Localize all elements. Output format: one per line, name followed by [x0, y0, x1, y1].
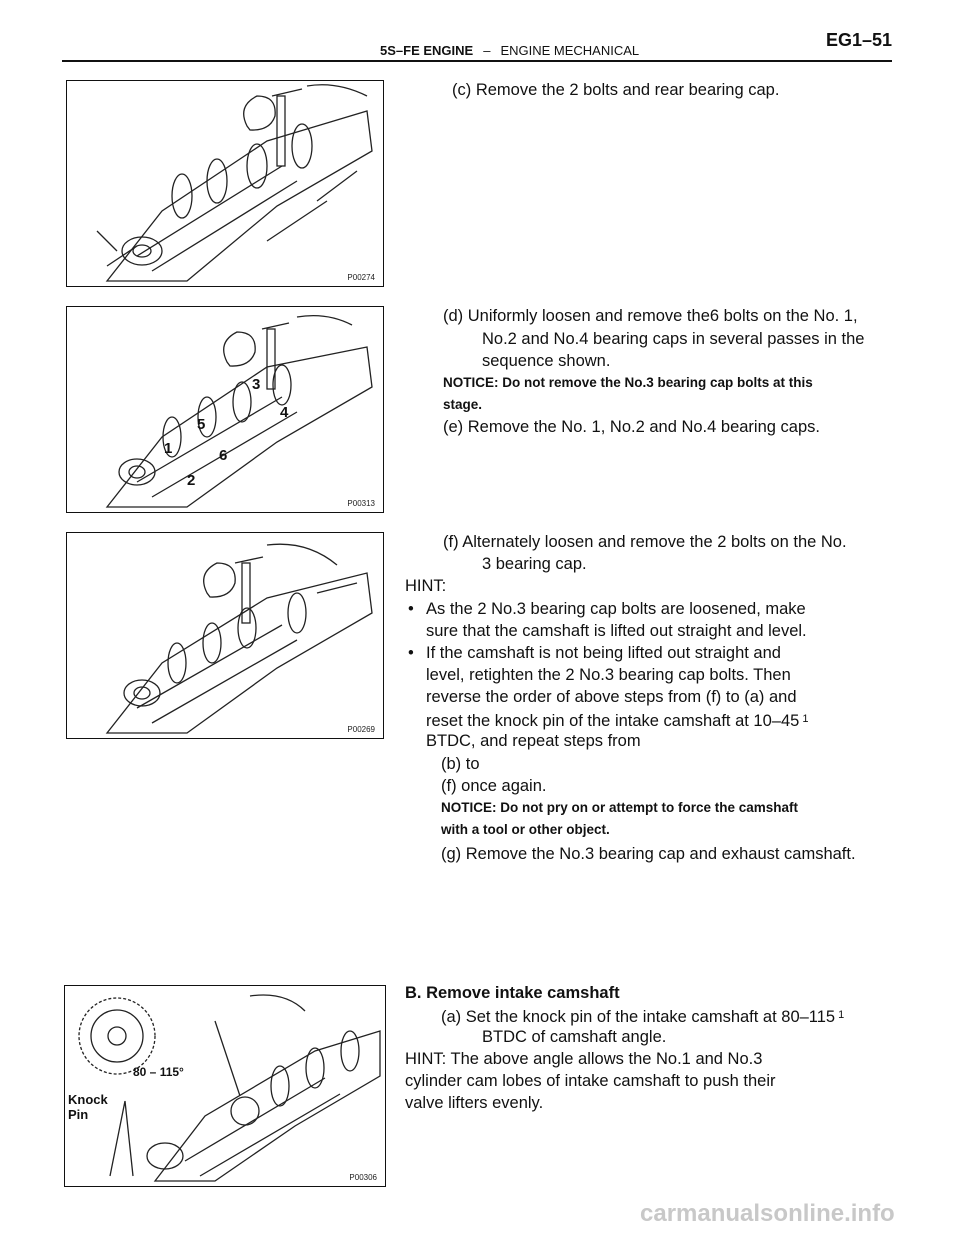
watermark: carmanualsonline.info: [640, 1200, 895, 1227]
engine-illustration-4: [65, 986, 385, 1186]
hint-2-line-2: level, retighten the 2 No.3 bearing cap bolts. Then: [426, 666, 791, 684]
figure-no3-bearing-cap: [66, 532, 384, 739]
degree-superscript: 1: [802, 713, 809, 725]
step-d-line-1: (d) Uniformly loosen and remove the6 bolts on the No. 1,: [443, 307, 858, 325]
step-d-line-3: sequence shown.: [482, 352, 611, 370]
angle-label: 80 – 115°: [133, 1065, 184, 1079]
engine-illustration-1: [67, 81, 383, 286]
figure-code: P00269: [347, 725, 375, 734]
step-a-line-1-text: (a) Set the knock pin of the intake camshaft at 80–115: [441, 1008, 836, 1026]
figure-intake-knock-pin: [64, 985, 386, 1187]
hint-label: HINT:: [405, 577, 447, 595]
bullet-2: •: [408, 644, 414, 662]
hint-b-line-2: cylinder cam lobes of intake camshaft to push their: [405, 1072, 776, 1090]
callout-3: 3: [252, 376, 261, 393]
pin-label: Pin: [68, 1107, 89, 1122]
step-f-line-1: (f) Alternately loosen and remove the 2 bolts on the No.: [443, 533, 847, 551]
notice-f-line-2: with a tool or other object.: [441, 822, 610, 837]
header-rule: [62, 60, 892, 62]
step-a-line-1: [441, 1004, 844, 1028]
callout-4: 4: [280, 404, 289, 421]
running-header: [380, 43, 639, 58]
page-number: EG1–51: [826, 30, 893, 50]
step-c: (c) Remove the 2 bolts and rear bearing cap.: [452, 81, 780, 99]
figure-code: P00306: [349, 1173, 377, 1182]
step-g: (g) Remove the No.3 bearing cap and exhaust camshaft.: [441, 845, 856, 863]
callout-6: 6: [219, 447, 228, 464]
hint-1-line-1: As the 2 No.3 bearing cap bolts are loosened, make: [426, 600, 806, 618]
callout-1: 1: [164, 440, 173, 457]
hint-2-line-3: reverse the order of above steps from (f) to (a) and: [426, 688, 797, 706]
figure-bearing-cap-sequence: [66, 306, 384, 513]
hint-b-line-3: valve lifters evenly.: [405, 1094, 544, 1112]
subsection-title: ENGINE MECHANICAL: [500, 43, 640, 58]
step-f-line-2: 3 bearing cap.: [482, 555, 587, 573]
notice-d-line-2: stage.: [443, 397, 483, 412]
hint-2-line-1: If the camshaft is not being lifted out straight and: [426, 644, 781, 662]
callout-2: 2: [187, 472, 196, 489]
hint-2-line-4: [426, 708, 808, 732]
hint-1-line-2: sure that the camshaft is lifted out straight and level.: [426, 622, 807, 640]
hint-2-line-5: BTDC, and repeat steps from: [426, 732, 641, 750]
engine-illustration-2: [67, 307, 383, 512]
notice-d-line-1: NOTICE: Do not remove the No.3 bearing cap bolts at this: [443, 375, 813, 390]
step-e: (e) Remove the No. 1, No.2 and No.4 bearing caps.: [443, 418, 820, 436]
callout-5: 5: [197, 416, 206, 433]
figure-code: P00274: [347, 273, 375, 282]
knock-label: Knock: [68, 1092, 108, 1107]
hint-2-line-7: (f) once again.: [441, 777, 547, 795]
figure-code: P00313: [347, 499, 375, 508]
notice-f-line-1: NOTICE: Do not pry on or attempt to force the camshaft: [441, 800, 799, 815]
degree-superscript: 1: [838, 1009, 845, 1021]
header-separator: –: [483, 43, 491, 58]
engine-illustration-3: [67, 533, 383, 738]
section-b-heading: B. Remove intake camshaft: [405, 984, 620, 1002]
hint-2-line-6: (b) to: [441, 755, 480, 773]
section-title: 5S–FE ENGINE: [380, 43, 474, 58]
step-d-line-2: No.2 and No.4 bearing caps in several passes in the: [482, 330, 865, 348]
hint-2-line-4-text: reset the knock pin of the intake camshaft at 10–45: [426, 712, 800, 730]
step-a-line-2: BTDC of camshaft angle.: [482, 1028, 667, 1046]
hint-b-line-1: HINT: The above angle allows the No.1 and No.3: [405, 1050, 763, 1068]
figure-rear-bearing-cap: [66, 80, 384, 287]
bullet-1: •: [408, 600, 414, 618]
